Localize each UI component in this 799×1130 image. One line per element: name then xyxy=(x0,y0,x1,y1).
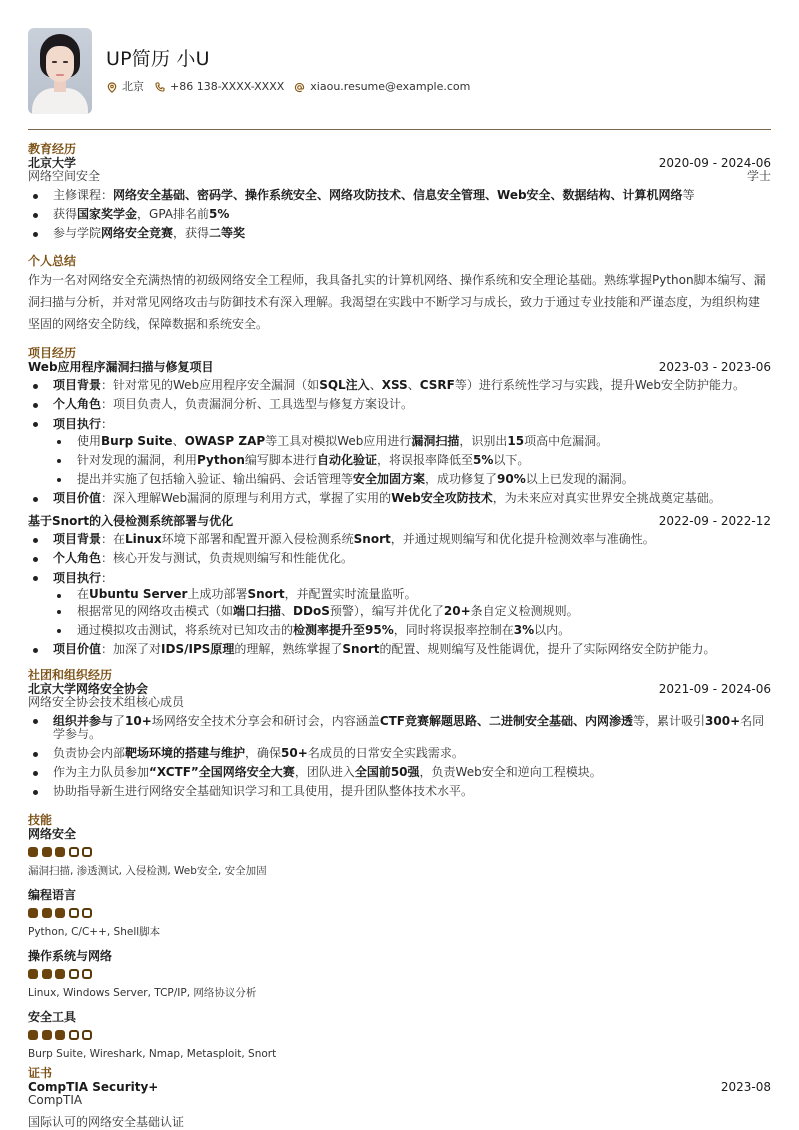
list-item: 负责协会内部靶场环境的搭建与维护，确保50+名成员的日常安全实践需求。 xyxy=(28,744,771,763)
list-item: 主修课程：网络安全基础、密码学、操作系统安全、网络攻防技术、信息安全管理、Web安全、数据结构、计算机网络等 xyxy=(28,186,771,205)
summary-text: 作为一名对网络安全充满热情的初级网络安全工程师，我具备扎实的计算机网络、操作系统和安全理论基础。熟练掌握Python脚本编写、漏洞扫描与分析，并对常见网络攻击与防御技术有深入理解。我渴望在实践中不断学习与成长，致力于通过专业技能和严谨态度，为组织构建坚固的网络安全防线，保障数据和系统安全。 xyxy=(28,273,766,331)
project-entry xyxy=(28,360,771,508)
organization-role: 网络安全协会技术组核心成员 xyxy=(28,695,185,709)
sub-list-item: 在Ubuntu Server上成功部署Snort，并配置实时流量监听。 xyxy=(52,586,771,602)
education-date: 2020-09 - 2024-06 xyxy=(658,156,771,170)
contact-location: 北京 xyxy=(106,80,144,95)
contact-row xyxy=(106,80,480,95)
section-title-organizations: 社团和组织经历 xyxy=(28,668,113,682)
section-title-summary: 个人总结 xyxy=(28,254,77,268)
list-item: 项目价值：深入理解Web漏洞的原理与利用方式，掌握了实用的Web安全攻防技术，为未来应对真实世界安全挑战奠定基础。 xyxy=(28,489,771,508)
header-divider xyxy=(28,129,771,130)
skill-rating xyxy=(28,969,771,980)
certificate-date: 2023-08 xyxy=(720,1080,771,1094)
education-bullets xyxy=(28,186,771,243)
major: 网络空间安全 xyxy=(28,169,101,183)
organizations-section xyxy=(28,668,771,801)
phone-icon xyxy=(154,82,165,93)
list-item: 协助指导新生进行网络安全基础知识学习和工具使用，提升团队整体技术水平。 xyxy=(28,782,771,801)
certificate-name: CompTIA Security+ xyxy=(28,1080,159,1094)
skills-section xyxy=(28,813,771,1061)
project-entry xyxy=(28,514,771,659)
skill-item: 网络安全 漏洞扫描, 渗透测试, 入侵检测, Web安全, 安全加固 xyxy=(28,827,771,878)
project-name: 基于Snort的入侵检测系统部署与优化 xyxy=(28,514,234,528)
certificate-description: 国际认可的网络安全基础认证 xyxy=(28,1115,185,1129)
section-title-skills: 技能 xyxy=(28,813,53,827)
section-title-projects: 项目经历 xyxy=(28,346,77,360)
organization-name: 北京大学网络安全协会 xyxy=(28,682,149,696)
avatar-photo xyxy=(28,28,92,114)
skill-item: 操作系统与网络 Linux, Windows Server, TCP/IP, 网络协议分析 xyxy=(28,949,771,1000)
section-title-education: 教育经历 xyxy=(28,142,77,156)
sub-list-item: 针对发现的漏洞，利用Python编写脚本进行自动化验证，将误报率降低至5%以下。 xyxy=(52,451,771,470)
skill-rating xyxy=(28,908,771,919)
contact-phone: +86 138-XXXX-XXXX xyxy=(154,80,284,95)
contact-email[interactable]: xiaou.resume@example.com xyxy=(294,80,470,95)
sub-list-item: 根据常见的网络攻击模式（如端口扫描、DDoS预警），编写并优化了20+条自定义检测规则。 xyxy=(52,602,771,621)
list-item: 项目执行： 使用Burp Suite、OWASP ZAP等工具对模拟Web应用进行漏洞扫描，识别出15项高中危漏洞。 针对发现的漏洞，利用Python编写脚本进行自动化验证，将误报率降低至5%以下。 提出并实施了包括输入验证、输出编码、会话管理等安全加固方案，成功修复了90%以上已发现的漏洞。 xyxy=(28,414,771,489)
certificate-issuer: CompTIA xyxy=(28,1093,83,1107)
list-item: 获得国家奖学金，GPA排名前5% xyxy=(28,205,771,224)
education-section xyxy=(28,142,771,243)
skill-rating xyxy=(28,1030,771,1041)
list-item: 组织并参与了10+场网络安全技术分享会和研讨会，内容涵盖CTF竞赛解题思路、二进制安全基础、内网渗透等，累计吸引300+名同学参与。 xyxy=(28,712,771,744)
skill-item: 安全工具 Burp Suite, Wireshark, Nmap, Metasploit, Snort xyxy=(28,1010,771,1061)
project-date: 2023-03 - 2023-06 xyxy=(658,360,771,374)
sub-list-item: 使用Burp Suite、OWASP ZAP等工具对模拟Web应用进行漏洞扫描，识别出15项高中危漏洞。 xyxy=(52,432,771,451)
projects-section xyxy=(28,346,771,659)
sub-list-item: 提出并实施了包括输入验证、输出编码、会话管理等安全加固方案，成功修复了90%以上已发现的漏洞。 xyxy=(52,470,771,489)
list-item: 项目背景：针对常见的Web应用程序安全漏洞（如SQL注入、XSS、CSRF等）进行系统性学习与实践，提升Web安全防护能力。 xyxy=(28,376,771,395)
project-date: 2022-09 - 2022-12 xyxy=(658,514,771,528)
skill-item: 编程语言 Python, C/C++, Shell脚本 xyxy=(28,888,771,939)
section-title-certificates: 证书 xyxy=(28,1066,53,1080)
list-item: 项目价值：加深了对IDS/IPS原理的理解，熟练掌握了Snort的配置、规则编写及性能调优，提升了实际网络安全防护能力。 xyxy=(28,640,771,659)
skill-rating xyxy=(28,847,771,858)
resume-header xyxy=(28,28,771,114)
sub-list-item: 通过模拟攻击测试，将系统对已知攻击的检测率提升至95%，同时将误报率控制在3%以内。 xyxy=(52,621,771,640)
school-name: 北京大学 xyxy=(28,156,77,170)
summary-section xyxy=(28,254,771,335)
list-item: 项目背景：在Linux环境下部署和配置开源入侵检测系统Snort，并通过规则编写和优化提升检测效率与准确性。 xyxy=(28,530,771,549)
resume-page xyxy=(28,28,771,1129)
email-at-icon xyxy=(294,82,305,93)
degree: 学士 xyxy=(746,169,771,183)
list-item: 个人角色：项目负责人，负责漏洞分析、工具选型与修复方案设计。 xyxy=(28,395,771,414)
project-name: Web应用程序漏洞扫描与修复项目 xyxy=(28,360,214,374)
list-item: 参与学院网络安全竞赛，获得二等奖 xyxy=(28,224,771,243)
organization-date: 2021-09 - 2024-06 xyxy=(658,682,771,696)
list-item: 作为主力队员参加“XCTF”全国网络安全大赛，团队进入全国前50强，负责Web安全和逆向工程模块。 xyxy=(28,763,771,782)
list-item: 项目执行： 在Ubuntu Server上成功部署Snort，并配置实时流量监听。 根据常见的网络攻击模式（如端口扫描、DDoS预警），编写并优化了20+条自定义检测规则。 通过模拟攻击测试，将系统对已知攻击的检测率提升至95%，同时将误报率控制在3%以内。 xyxy=(28,568,771,640)
location-pin-icon xyxy=(106,82,117,93)
certificates-section xyxy=(28,1066,771,1129)
list-item: 个人角色：核心开发与测试，负责规则编写和性能优化。 xyxy=(28,549,771,568)
candidate-name: UP简历 小U xyxy=(106,48,210,71)
